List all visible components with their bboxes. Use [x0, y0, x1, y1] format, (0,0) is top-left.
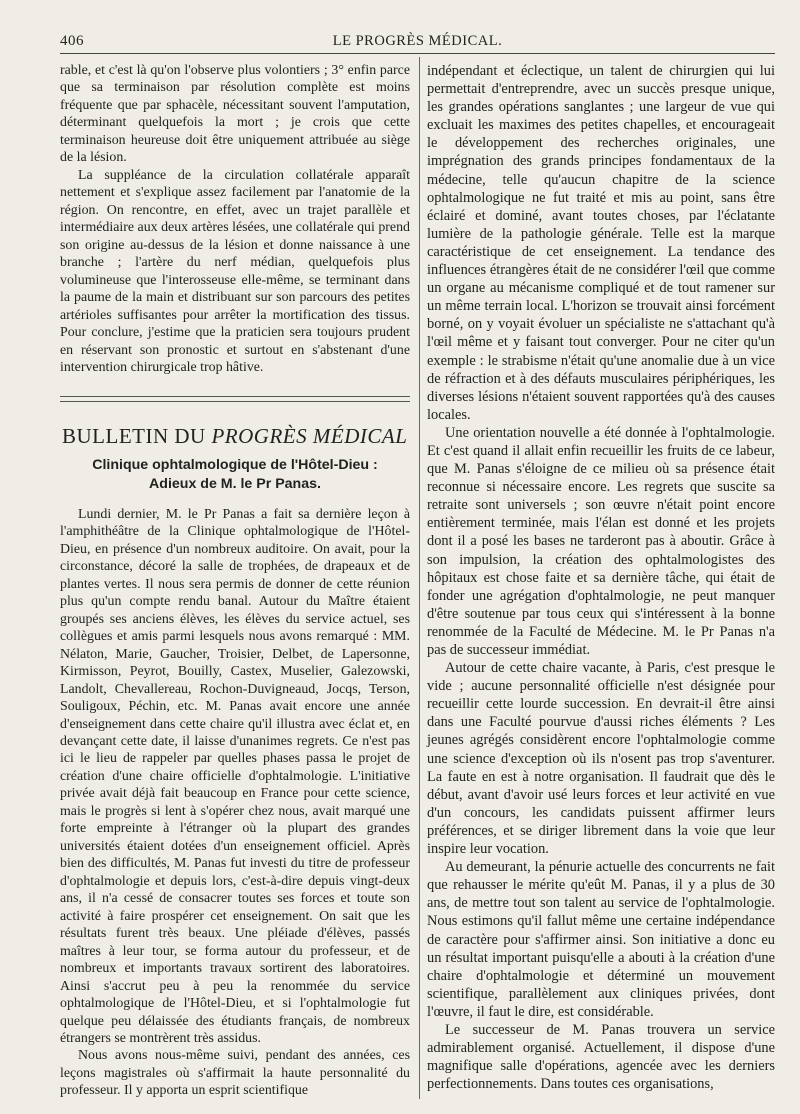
body-paragraph: indépendant et éclectique, un talent de chirurgien qui lui permettait d'entreprendre, avec un succès presque unique, les grandes opérations sanglantes ; une largeur de vue qui excluait les maximes des petites chapelles, et encourageait le développement des recherches originales, une imprégnation des grands principes fondamentaux de la médecine, telle qu'aucun chapitre de la science ophtalmologique ne fut traité et mis au point, sans être éclairé et dominé, avant toutes choses, par l'éclatante lumière de la pathologie générale. Telle est la marque caractéristique de cet enseignement. La tendance des influences étrangères était de ne considérer l'œil que comme un organe au mécanisme compliqué et de tout ramener sur un même terrain local. L'horizon se trouvait ainsi forcément borné, on y voyait évoluer un spécialiste ne s'attachant qu'à l'œil même et y faisant tout converger. Pour ne citer qu'un exemple : le strabisme n'était qu'une anomalie due à un vice de réfraction et à des défauts musculaires périphériques, les diverses lésions n'étaient souvent rapportées qu'à des causes locales. [427, 63, 775, 423]
right-column [427, 62, 775, 1093]
journal-title: LE PROGRÈS MÉDICAL. [332, 32, 503, 49]
bulletin-heading-prefix: BULLETIN DU [62, 424, 212, 449]
body-paragraph: Au demeurant, la pénurie actuelle des concurrents ne fait que rehausser le mérite qu'eût M. Panas, il y a plus de 30 ans, de mettre tout son talent au service de l'ophtalmologie. Nous estimons qu'il fallut même une certaine indépendance de caractère pour s'affirmer ainsi. Son initiative a donc eu un résultat important puisqu'elle a abouti à la création d'une chaire d'ophtalmologie et déterminé un mouvement scientifique, parallèlement aux cliniques privées, dont l'œuvre, il faut le dire, est considérable. [427, 859, 775, 1020]
body-paragraph: Autour de cette chaire vacante, à Paris, c'est presque le vide ; aucune personnalité officielle n'est désignée pour recueillir cette lourde succession. En devrait-il être ainsi dans une Faculté pourvue d'aussi riches éléments ? Les jeunes agrégés considèrent encore l'ophtalmologie comme une science d'exception où ils n'osent pas trop s'aventurer. La faute en est à notre organisation. Il faudrait que dès le début, avant d'avoir usé leurs forces et leur activité en vue d'un concours, les candidats puissent affirmer leurs préférences, et se diriger librement dans la voie que leur inspire leur vocation. [427, 660, 775, 858]
body-paragraph: Une orientation nouvelle a été donnée à l'ophtalmologie. Et c'est quand il allait enfin recueillir les fruits de ce labeur, que M. Panas s'éloigne de ce milieu où sa présence était reconnue si nécessaire encore. Les regrets que suscite sa retraite sont universels ; son œuvre n'était point encore entièrement terminée, mais l'élan est donné et les projets dont il a posé les bases ne tarderont pas à aboutir. Grâce à son impulsion, la création des ophtalmologistes des hôpitaux est chose faite et sa dernière tâche, qui était de fonder une agrégation d'ophtalmologie, ne peut manquer d'être soutenue par tous ceux qui s'intéressent à la bonne renommée de la Faculté de Médecine. M. le Pr Panas n'a pas de successeur immédiat. [427, 424, 775, 658]
left-column [60, 62, 410, 1100]
body-paragraph: Le successeur de M. Panas trouvera un service admirablement organisé. Actuellement, il dispose d'une magnifique salle d'opérations, agencée avec les derniers perfectionnements. Dans toutes ces organisations, [427, 1021, 775, 1093]
page-number: 406 [60, 32, 84, 49]
body-paragraph: Nous avons nous-même suivi, pendant des années, ces leçons magistrales où s'affirmait la haute personnalité du professeur. Il y apporta un esprit scientifique [60, 1048, 410, 1099]
subtitle-line: Adieux de M. le Pr Panas. [149, 475, 321, 492]
article-paragraph: rable, et c'est là qu'on l'observe plus volontiers ; 3° enfin parce que sa terminaison par résolution complète est moins fréquente que par sphacèle, nécessitant souvent l'amputation, déterminant quelquefois la mort ; je crois que cette terminaison heureuse doit être uniquement attribuée au siège de la lésion. [60, 63, 410, 166]
body-paragraph: Lundi dernier, M. le Pr Panas a fait sa dernière leçon à l'amphithéâtre de la Clinique ophtalmologique de l'Hôtel-Dieu, en présence d'un nombreux auditoire. On avait, pour la circonstance, décoré la salle de trophées, de drapeaux et de plantes vertes. Il nous sera permis de donner de cette réunion plus qu'un compte rendu banal. Autour du Maître étaient groupés ses anciens élèves, les élèves du service actuel, ses collègues et amis parmi lesquels nous avons remarqué : MM. Nélaton, Marie, Gaucher, Troisier, Delbet, de Lapersonne, Kirmisson, Peyrot, Bouilly, Castex, Muselier, Galezowski, Landolt, Chevallereau, Rochon-Duvigneaud, Jocqs, Terson, Souligoux, Péchin, etc. M. Panas avait encore une année d'enseignement dans cette chaire qu'il illustra avec éclat et, en devançant cette date, il laisse d'unanimes regrets. Ce n'est pas ici le lieu de rappeler par quelles phases passa le projet de création d'une chaire officielle d'ophtalmologie. L'initiative privée avait déjà fait beaucoup en France pour cette science, mais le progrès si lent à s'opérer chez nous, avait marqué une forte empreinte à l'étranger où la plupart des grandes universités étaient dotées d'un enseignement officiel. Après bien des difficultés, M. Panas fut investi du titre de professeur d'ophtalmologie et depuis lors, c'est-à-dire depuis vingt-deux ans, il n'a cessé de consacrer toutes ses forces et toute son activité à faire prospérer cet enseignement. On sait que les résultats furent très beaux. Une pléiade d'élèves, passés maîtres à leur tour, se forma autour du professeur, et de nombreux et importants travaux sortirent des laboratoires. Ainsi s'accrut peu à peu la renommée du service ophtalmologique de l'Hôtel-Dieu, et si l'ophtalmologie fut quelque peu délaissée des étudiants français, de nombreux étrangers se montrèrent très assidus. [60, 506, 410, 1046]
bulletin-heading-italic: PROGRÈS MÉDICAL [211, 424, 408, 449]
header-rule [60, 53, 775, 54]
subtitle-line: Clinique ophtalmologique de l'Hôtel-Dieu : [92, 456, 378, 473]
bulletin-heading [62, 424, 410, 449]
page-header [60, 30, 775, 52]
column-divider [419, 57, 420, 1099]
section-separator [60, 396, 410, 404]
bulletin-subtitle [60, 456, 410, 494]
article-paragraph: La suppléance de la circulation collatérale apparaît nettement et s'explique assez facilement par l'anatomie de la région. On rencontre, en effet, avec un trajet parallèle et intermédiaire aux deux artères lésées, une collatérale qui prend son origine au-dessus de la lésion et donne naissance à une branche ; l'artère du nerf médian, quelquefois plus volumineuse que l'interosseuse elle-même, se terminant dans la paume de la main et distribuant sur son parcours des petites artérioles suffisantes pour arrêter la mortification des tissus. Pour conclure, j'estime que la praticien sera toujours prudent en réservant son pronostic et surtout en s'abstenant d'une intervention chirurgicale trop hâtive. [60, 167, 410, 375]
